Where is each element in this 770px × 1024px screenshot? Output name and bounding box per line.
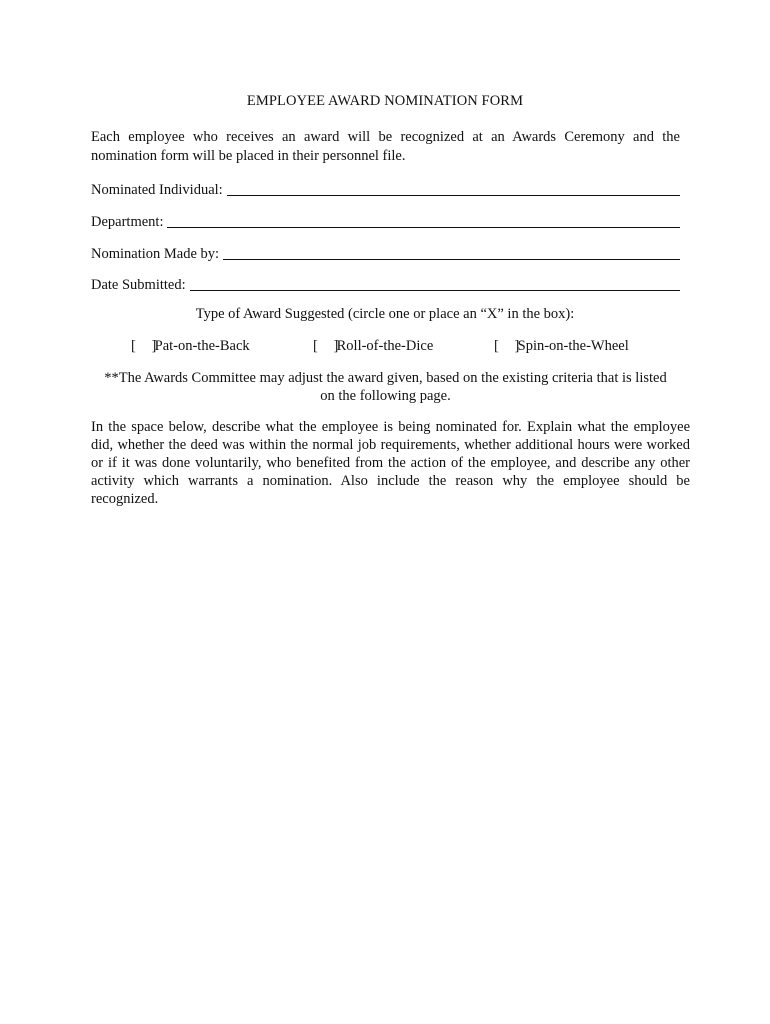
award-option-pat-on-the-back[interactable] bbox=[131, 338, 250, 355]
nominated-individual-row bbox=[91, 179, 680, 199]
note-line-2: on the following page. bbox=[320, 388, 451, 404]
nominated-individual-field[interactable] bbox=[227, 181, 680, 196]
nomination-made-by-label: Nomination Made by: bbox=[91, 246, 220, 262]
date-submitted-field[interactable] bbox=[190, 276, 680, 291]
award-option-roll-of-the-dice[interactable] bbox=[313, 338, 433, 355]
award-options bbox=[0, 338, 770, 358]
awards-committee-note bbox=[91, 369, 680, 405]
date-submitted-row bbox=[91, 274, 680, 294]
award-label-spin-on-the-wheel: Spin-on-the-Wheel bbox=[517, 338, 629, 354]
department-field[interactable] bbox=[167, 213, 680, 228]
nomination-made-by-row bbox=[91, 243, 680, 263]
nomination-made-by-field[interactable] bbox=[223, 245, 680, 260]
intro-paragraph: Each employee who receives an award will be recognized at an Awards Ceremony and the nomination form will be placed in their personnel file. bbox=[91, 129, 680, 164]
form-title: EMPLOYEE AWARD NOMINATION FORM bbox=[246, 93, 524, 109]
description-instructions: In the space below, describe what the employee is being nominated for. Explain what the employee did, whether the deed was within the normal job requirements, whether additional hours were worked or if it was done voluntarily, who benefited from the action of the employee, and describe any other activity which warrants a nomination. Also include the reason why the employee should be recognized. bbox=[91, 419, 690, 507]
award-type-heading: Type of Award Suggested (circle one or place an “X” in the box): bbox=[195, 306, 575, 322]
checkbox-roll-of-the-dice[interactable]: [ ] bbox=[313, 338, 345, 354]
date-submitted-label: Date Submitted: bbox=[91, 277, 186, 293]
checkbox-spin-on-the-wheel[interactable]: [ ] bbox=[494, 338, 526, 354]
note-line-1: **The Awards Committee may adjust the award given, based on the existing criteria that is listed bbox=[104, 370, 667, 386]
department-label: Department: bbox=[91, 214, 164, 230]
award-option-spin-on-the-wheel[interactable] bbox=[494, 338, 629, 355]
checkbox-pat-on-the-back[interactable]: [ ] bbox=[131, 338, 163, 354]
award-label-roll-of-the-dice: Roll-of-the-Dice bbox=[336, 338, 434, 354]
department-row bbox=[91, 211, 680, 231]
award-label-pat-on-the-back: Pat-on-the-Back bbox=[154, 338, 250, 354]
nominated-individual-label: Nominated Individual: bbox=[91, 182, 223, 198]
